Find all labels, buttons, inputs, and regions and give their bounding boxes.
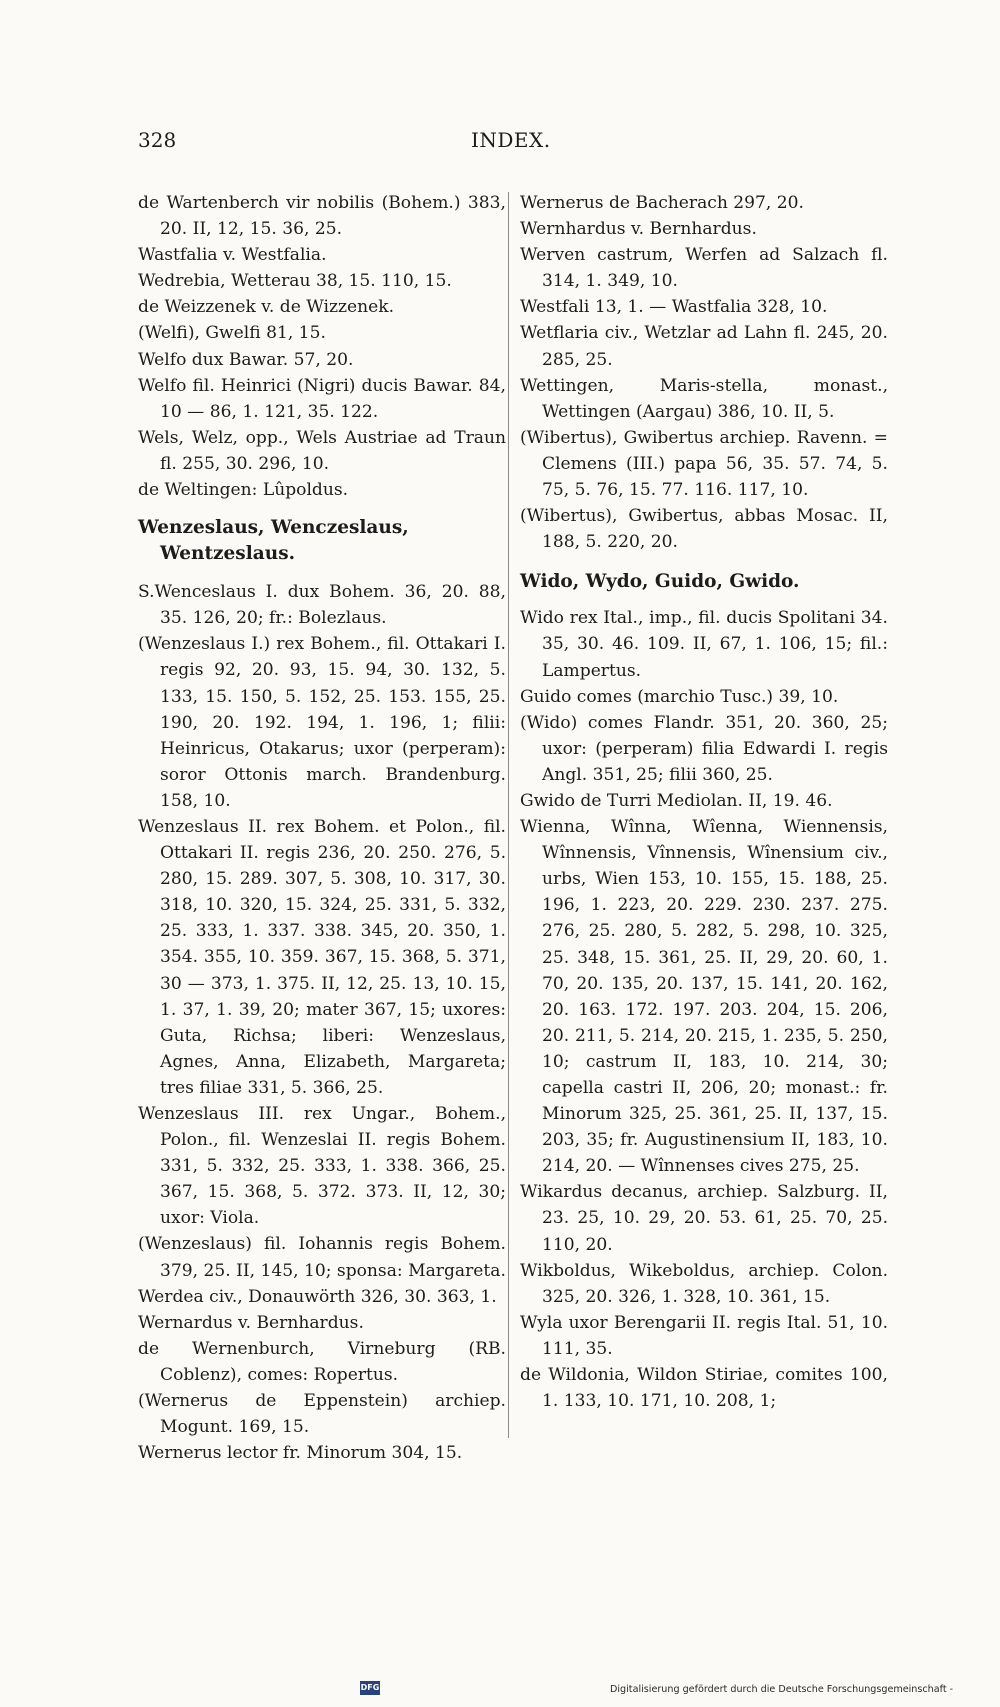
index-entry: Wastfalia v. Westfalia. bbox=[138, 245, 327, 266]
funding-note: Digitalisierung gefördert durch die Deutsche Forschungsgemeinschaft - bbox=[610, 1684, 954, 1695]
index-entry: Wenzeslaus III. rex Ungar., Bohem., Polon., fil. Wenzeslai II. regis Bohem. 331, 5. 332, 25. 333, 1. 338. 366, 25. 367, 15. 368, 5. 372. 373. II, 12, 30; uxor: Viola. bbox=[138, 1104, 506, 1229]
index-entry: Wels, Welz, opp., Wels Austriae ad Traun fl. 255, 30. 296, 10. bbox=[138, 427, 506, 474]
index-entry: Wido rex Ital., imp., fil. ducis Spolitani 34. 35, 30. 46. 109. II, 67, 1. 106, 15; fil.: Lampertus. bbox=[520, 608, 888, 681]
column-divider bbox=[508, 192, 509, 1438]
index-entry: Welfo fil. Heinrici (Nigri) ducis Bawar. 84, 10 — 86, 1. 121, 35. 122. bbox=[138, 375, 506, 422]
index-entry: Westfali 13, 1. — Wastfalia 328, 10. bbox=[520, 297, 828, 318]
index-entry: Wernerus lector fr. Minorum 304, 15. bbox=[138, 1443, 463, 1464]
index-entry: Wenzeslaus II. rex Bohem. et Polon., fil. Ottakari II. regis 236, 20. 250. 276, 5. 280, 15. 289. 307, 5. 308, 10. 317, 30. 318, 10. 320, 15. 324, 25. 331, 5. 332, 25. 333, 1. 337. 338. 345, 20. 350, 1. 354. 355, 10. 359. 367, 15. 368, 5. 371, 30 — 373, 1. 375. II, 12, 25. 13, 10. 15, 1. 37, 1. 39, 20; mater 367, 15; uxores: Guta, Richsa; liberi: Wenzeslaus, Agnes, Anna, Elizabeth, Margareta; tres filiae 331, 5. 366, 25. bbox=[138, 816, 506, 1098]
index-entry: Wettingen, Maris-stella, monast., Wettingen (Aargau) 386, 10. II, 5. bbox=[520, 375, 888, 422]
index-entry: Wernardus v. Bernhardus. bbox=[138, 1312, 364, 1333]
index-entry: Wetflaria civ., Wetzlar ad Lahn fl. 245, 20. 285, 25. bbox=[520, 323, 888, 370]
index-entry: de Wildonia, Wildon Stiriae, comites 100, 1. 133, 10. 171, 10. 208, 1; bbox=[520, 1365, 888, 1412]
index-entry: Wernerus de Bacherach 297, 20. bbox=[520, 193, 804, 213]
page-number: 328 bbox=[138, 128, 177, 152]
index-entry: Guido comes (marchio Tusc.) 39, 10. bbox=[520, 686, 839, 707]
index-entry: Werven castrum, Werfen ad Salzach fl. 314, 1. 349, 10. bbox=[520, 245, 888, 292]
index-entry: de Weizzenek v. de Wizzenek. bbox=[138, 297, 395, 318]
index-entry: Werdea civ., Donauwörth 326, 30. 363, 1. bbox=[138, 1286, 497, 1307]
index-entry: Wedrebia, Wetterau 38, 15. 110, 15. bbox=[138, 271, 452, 292]
index-entry: Wienna, Wînna, Wîenna, Wiennensis, Wînnensis, Vînnensis, Wînensium civ., urbs, Wien 153, 10. 155, 15. 188, 25. 196, 1. 223, 20. 229. 230. 237. 275. 276, 25. 280, 5. 282, 5. 298, 10. 325, 25. 348, 15. 361, 25. II, 29, 20. 60, 1. 70, 20. 135, 20. 137, 15. 141, 20. 162, 20. 163. 172. 197. 203. 204, 15. 206, 20. 211, 5. 214, 20. 215, 1. 235, 5. 250, 10; castrum II, 183, 10. 214, 30; capella castri II, 206, 20; monast.: fr. Minorum 325, 25. 361, 25. II, 137, 15. 203, 35; fr. Augustinensium II, 183, 10. 214, 20. — Wînnenses cives 275, 25. bbox=[520, 817, 888, 1177]
index-entry: Gwido de Turri Mediolan. II, 19. 46. bbox=[520, 790, 833, 811]
index-entry: Welfo dux Bawar. 57, 20. bbox=[138, 349, 354, 370]
index-entry: (Wibertus), Gwibertus archiep. Ravenn. = Clemens (III.) papa 56, 35. 57. 74, 5. 75, 5. 76, 15. 77. 116. 117, 10. bbox=[520, 427, 888, 501]
index-entry: de Wernenburch, Virneburg (RB. Coblenz), comes: Ropertus. bbox=[138, 1338, 506, 1385]
index-heading: Wenzeslaus, Wenczeslaus, Wentzeslaus. bbox=[138, 517, 409, 565]
index-entry: (Wido) comes Flandr. 351, 20. 360, 25; uxor: (perperam) filia Edwardi I. regis Angl. 351, 25; filii 360, 25. bbox=[520, 712, 888, 785]
index-entry: Wikardus decanus, archiep. Salzburg. II, 23. 25, 10. 29, 20. 53. 61, 25. 70, 25. 110, 20. bbox=[520, 1182, 888, 1255]
index-entry: Wyla uxor Berengarii II. regis Ital. 51, 10. 111, 35. bbox=[520, 1312, 888, 1359]
index-entry: (Wibertus), Gwibertus, abbas Mosac. II, 188, 5. 220, 20. bbox=[520, 506, 888, 553]
page-header bbox=[138, 128, 890, 160]
index-entry: (Wenzeslaus) fil. Iohannis regis Bohem. 379, 25. II, 145, 10; sponsa: Margareta. bbox=[138, 1234, 506, 1281]
index-entry: S.Wenceslaus I. dux Bohem. 36, 20. 88, 35. 126, 20; fr.: Bolezlaus. bbox=[138, 582, 506, 629]
index-entry: de Wartenberch vir nobilis (Bohem.) 383, 20. II, 12, 15. 36, 25. bbox=[138, 193, 506, 240]
index-column-right bbox=[520, 190, 888, 1414]
dfg-logo: DFG bbox=[360, 1681, 380, 1695]
index-entry: Wernhardus v. Bernhardus. bbox=[520, 219, 757, 240]
index-entry: Wikboldus, Wikeboldus, archiep. Colon. 325, 20. 326, 1. 328, 10. 361, 15. bbox=[520, 1260, 888, 1307]
index-column-left bbox=[138, 190, 506, 1466]
index-entry: (Wenzeslaus I.) rex Bohem., fil. Ottakari I. regis 92, 20. 93, 15. 94, 30. 132, 5. 133, 15. 150, 5. 152, 25. 153. 155, 25. 190, 20. 192. 194, 1. 196, 1; filii: Heinricus, Otakarus; uxor (perperam): soror Ottonis march. Brandenburg. 158, 10. bbox=[138, 634, 506, 811]
index-entry: de Weltingen: Lûpoldus. bbox=[138, 480, 349, 501]
index-heading: Wido, Wydo, Guido, Gwido. bbox=[520, 571, 800, 593]
page-title: INDEX. bbox=[471, 128, 551, 152]
index-entry: (Wernerus de Eppenstein) archiep. Mogunt. 169, 15. bbox=[138, 1391, 506, 1438]
index-entry: (Welfi), Gwelfi 81, 15. bbox=[138, 323, 326, 344]
